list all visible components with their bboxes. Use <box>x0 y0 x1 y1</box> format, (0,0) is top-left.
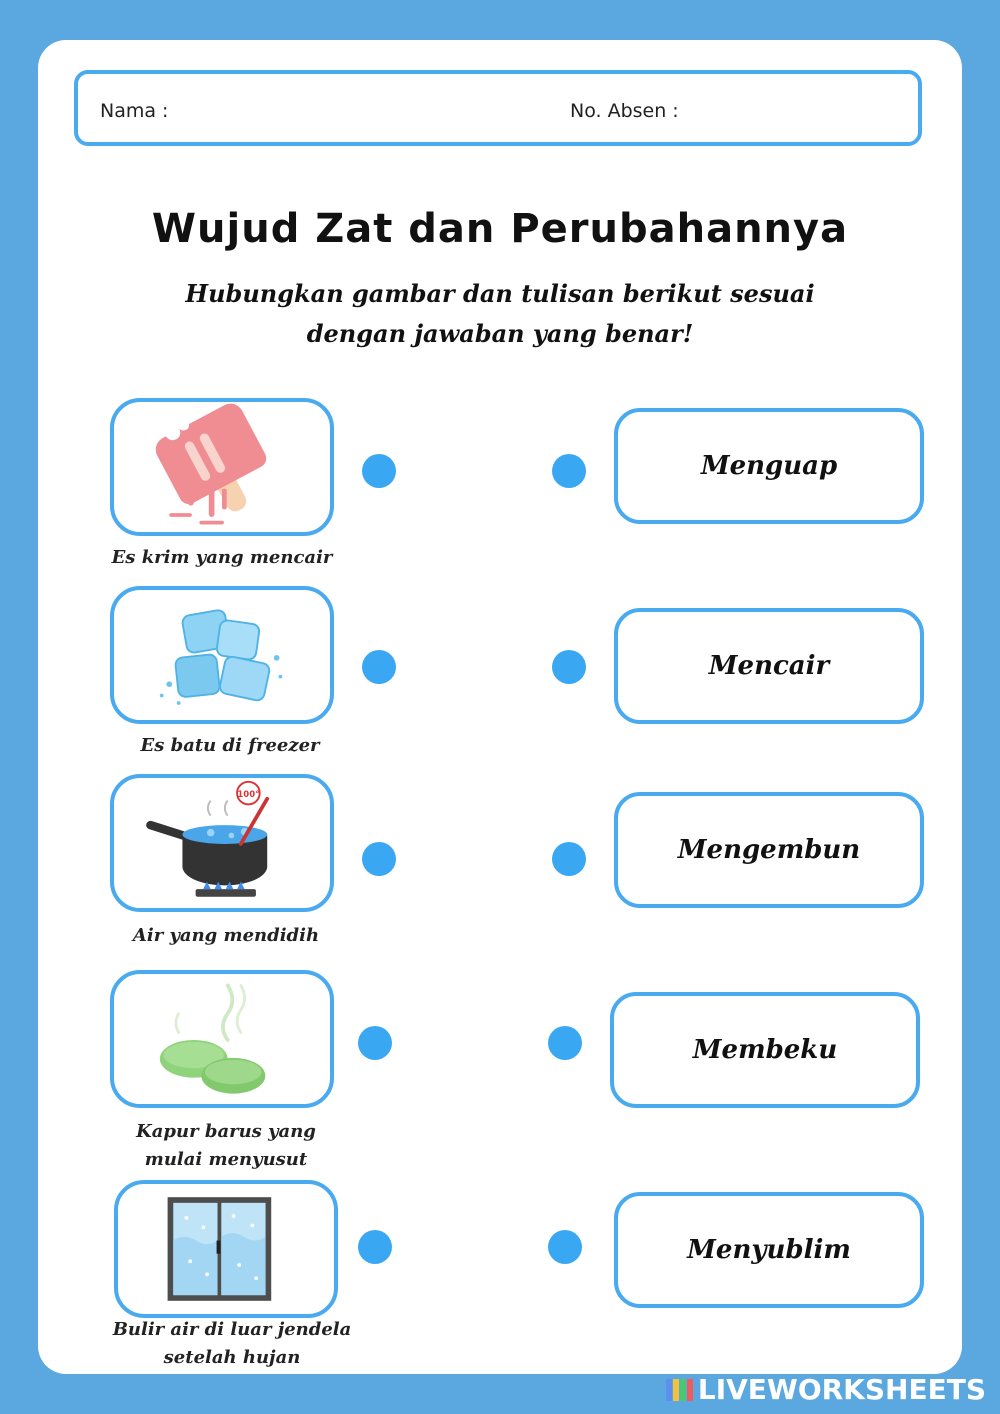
temperature-badge: 100° <box>237 788 260 799</box>
answer-label-4: Membeku <box>692 1035 838 1065</box>
match-dot-left-1[interactable] <box>362 454 396 488</box>
liveworksheets-logo <box>666 1373 986 1406</box>
brand-icon <box>666 1379 694 1401</box>
match-dot-right-4[interactable] <box>548 1026 582 1060</box>
image-card-boiling[interactable] <box>110 774 334 912</box>
match-dot-right-2[interactable] <box>552 650 586 684</box>
instruction <box>158 274 842 354</box>
page-title: Wujud Zat dan Perubahannya <box>151 206 849 252</box>
absen-label: No. Absen : <box>570 100 679 122</box>
match-dot-left-4[interactable] <box>358 1026 392 1060</box>
image-card-ice[interactable] <box>110 586 334 724</box>
name-box <box>74 70 922 146</box>
answer-label-2: Mencair <box>708 651 830 681</box>
instruction-line-1: Hubungkan gambar dan tulisan berikut sesuai <box>185 279 815 308</box>
match-dot-left-2[interactable] <box>362 650 396 684</box>
caption-2-line-1: Es batu di freezer <box>140 735 320 756</box>
answer-box-3[interactable] <box>614 792 924 908</box>
mothballs-icon <box>114 974 330 1104</box>
caption-1-line-1: Es krim yang mencair <box>111 547 333 568</box>
caption-5-line-2: setelah hujan <box>163 1347 301 1368</box>
caption-1 <box>72 544 372 572</box>
match-dot-left-5[interactable] <box>358 1230 392 1264</box>
image-card-mothballs[interactable] <box>110 970 334 1108</box>
caption-4-line-2: mulai menyusut <box>144 1149 308 1170</box>
answer-label-1: Menguap <box>700 451 838 481</box>
caption-5-line-1: Bulir air di luar jendela <box>112 1319 352 1340</box>
match-dot-left-3[interactable] <box>362 842 396 876</box>
answer-label-3: Mengembun <box>677 835 861 865</box>
match-dot-right-3[interactable] <box>552 842 586 876</box>
ice-cubes-icon <box>114 590 330 720</box>
rainy-window-icon <box>118 1184 334 1314</box>
image-card-popsicle[interactable] <box>110 398 334 536</box>
answer-box-1[interactable] <box>614 408 924 524</box>
match-dot-right-5[interactable] <box>548 1230 582 1264</box>
name-label: Nama : <box>100 100 169 122</box>
worksheet <box>38 40 962 1374</box>
answer-box-5[interactable] <box>614 1192 924 1308</box>
caption-3-line-1: Air yang mendidih <box>132 925 320 946</box>
answer-box-4[interactable] <box>610 992 920 1108</box>
brand-text: LIVEWORKSHEETS <box>697 1373 986 1406</box>
melting-popsicle-icon <box>114 402 330 532</box>
caption-2 <box>80 732 380 760</box>
caption-3 <box>76 922 376 950</box>
caption-4 <box>76 1118 376 1174</box>
image-card-window[interactable] <box>114 1180 338 1318</box>
caption-4-line-1: Kapur barus yang <box>136 1121 316 1142</box>
instruction-line-2: dengan jawaban yang benar! <box>306 319 694 348</box>
caption-5 <box>82 1316 382 1372</box>
answer-box-2[interactable] <box>614 608 924 724</box>
boiling-pot-icon <box>114 778 330 908</box>
match-dot-right-1[interactable] <box>552 454 586 488</box>
answer-label-5: Menyublim <box>687 1235 851 1265</box>
